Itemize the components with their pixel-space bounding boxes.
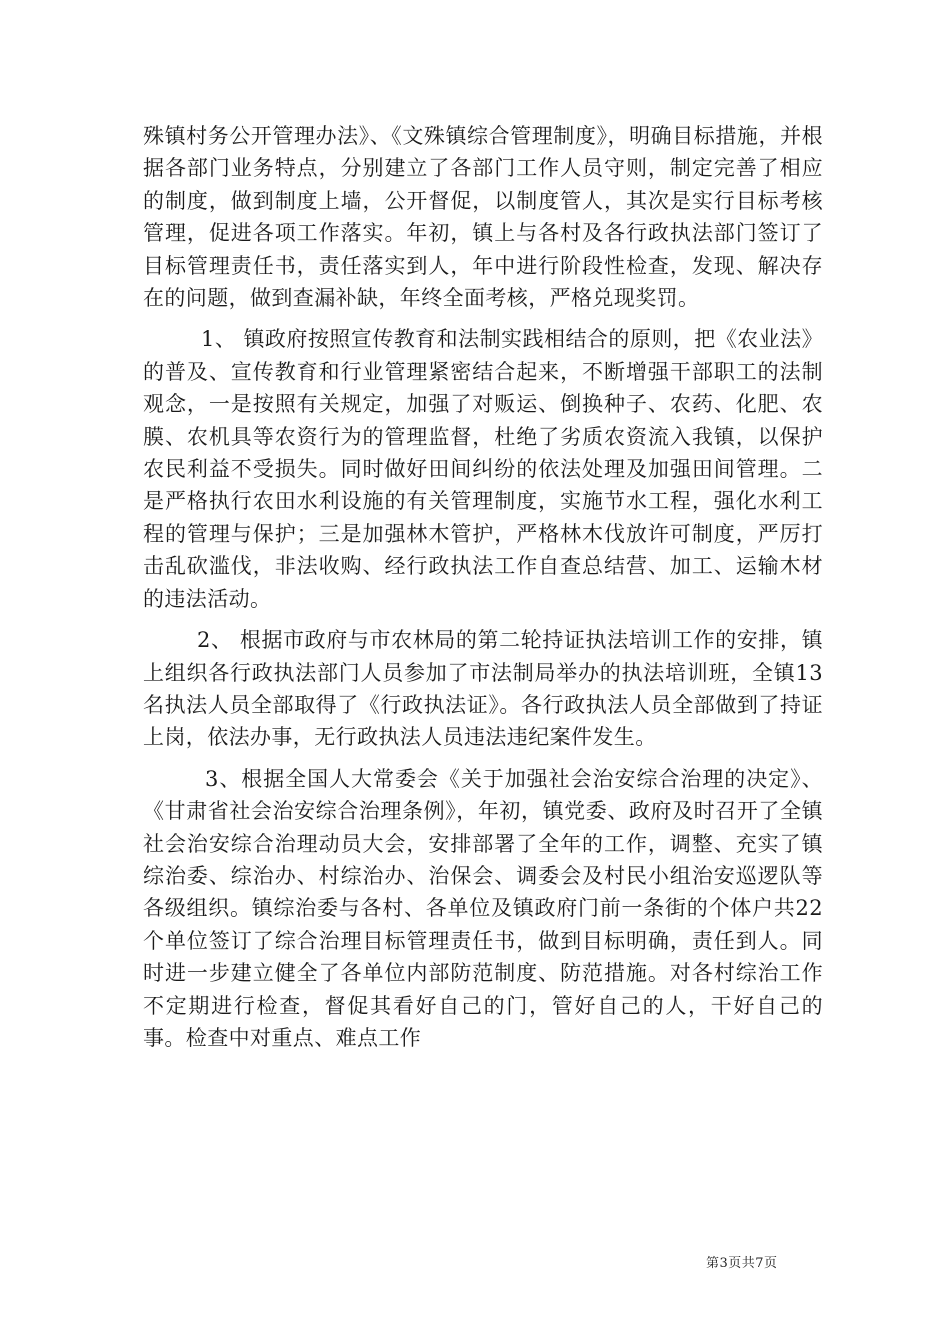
paragraph-intro: 殊镇村务公开管理办法》、《文殊镇综合管理制度》，明确目标措施，并根据各部门业务特点，分别建立了各部门工作人员守则，制定完善了相应的制度，做到制度上墙，公开督促，以制度管人，其次是实行目标考核管理，促进各项工作落实。年初，镇上与各村及各行政执法部门签订了目标管理责任书，责任落实到人，年中进行阶段性检查，发现、解决存在的问题，做到查漏补缺，年终全面考核，严格兑现奖罚。 [143,124,823,311]
document-body [143,120,823,1054]
paragraph-item-1: 1、 镇政府按照宣传教育和法制实践相结合的原则，把《农业法》的普及、宣传教育和行业管理紧密结合起来，不断增强干部职工的法制观念，一是按照有关规定，加强了对贩运、倒换种子、农药、化肥、农膜、农机具等农资行为的管理监督，杜绝了劣质农资流入我镇，以保护农民利益不受损失。同时做好田间纠纷的依法处理及加强田间管理。二是严格执行农田水利设施的有关管理制度，实施节水工程，强化水利工程的管理与保护；三是加强林木管护，严格林木伐放许可制度，严厉打击乱砍滥伐，非法收购、经行政执法工作自查总结营、加工、运输木材的违法活动。 [143,327,823,611]
page-number: 第3页共7页 [706,1256,778,1271]
paragraph-item-2: 2、 根据市政府与市农林局的第二轮持证执法培训工作的安排，镇上组织各行政执法部门人员参加了市法制局举办的执法培训班，全镇13名执法人员全部取得了《行政执法证》。各行政执法人员全部做到了持证上岗，依法办事，无行政执法人员违法违纪案件发生。 [143,628,823,750]
paragraph-item-3: 3、根据全国人大常委会《关于加强社会治安综合治理的决定》、《甘肃省社会治安综合治理条例》，年初，镇党委、政府及时召开了全镇社会治安综合治理动员大会，安排部署了全年的工作，调整、充实了镇综治委、综治办、村综治办、治保会、调委会及村民小组治安巡逻队等各级组织。镇综治委与各村、各单位及镇政府门前一条街的个体户共22个单位签订了综合治理目标管理责任书，做到目标明确，责任到人。同时进一步建立健全了各单位内部防范制度、防范措施。对各村综治工作不定期进行检查，督促其看好自己的门，管好自己的人，干好自己的事。检查中对重点、难点工作 [143,766,823,1050]
